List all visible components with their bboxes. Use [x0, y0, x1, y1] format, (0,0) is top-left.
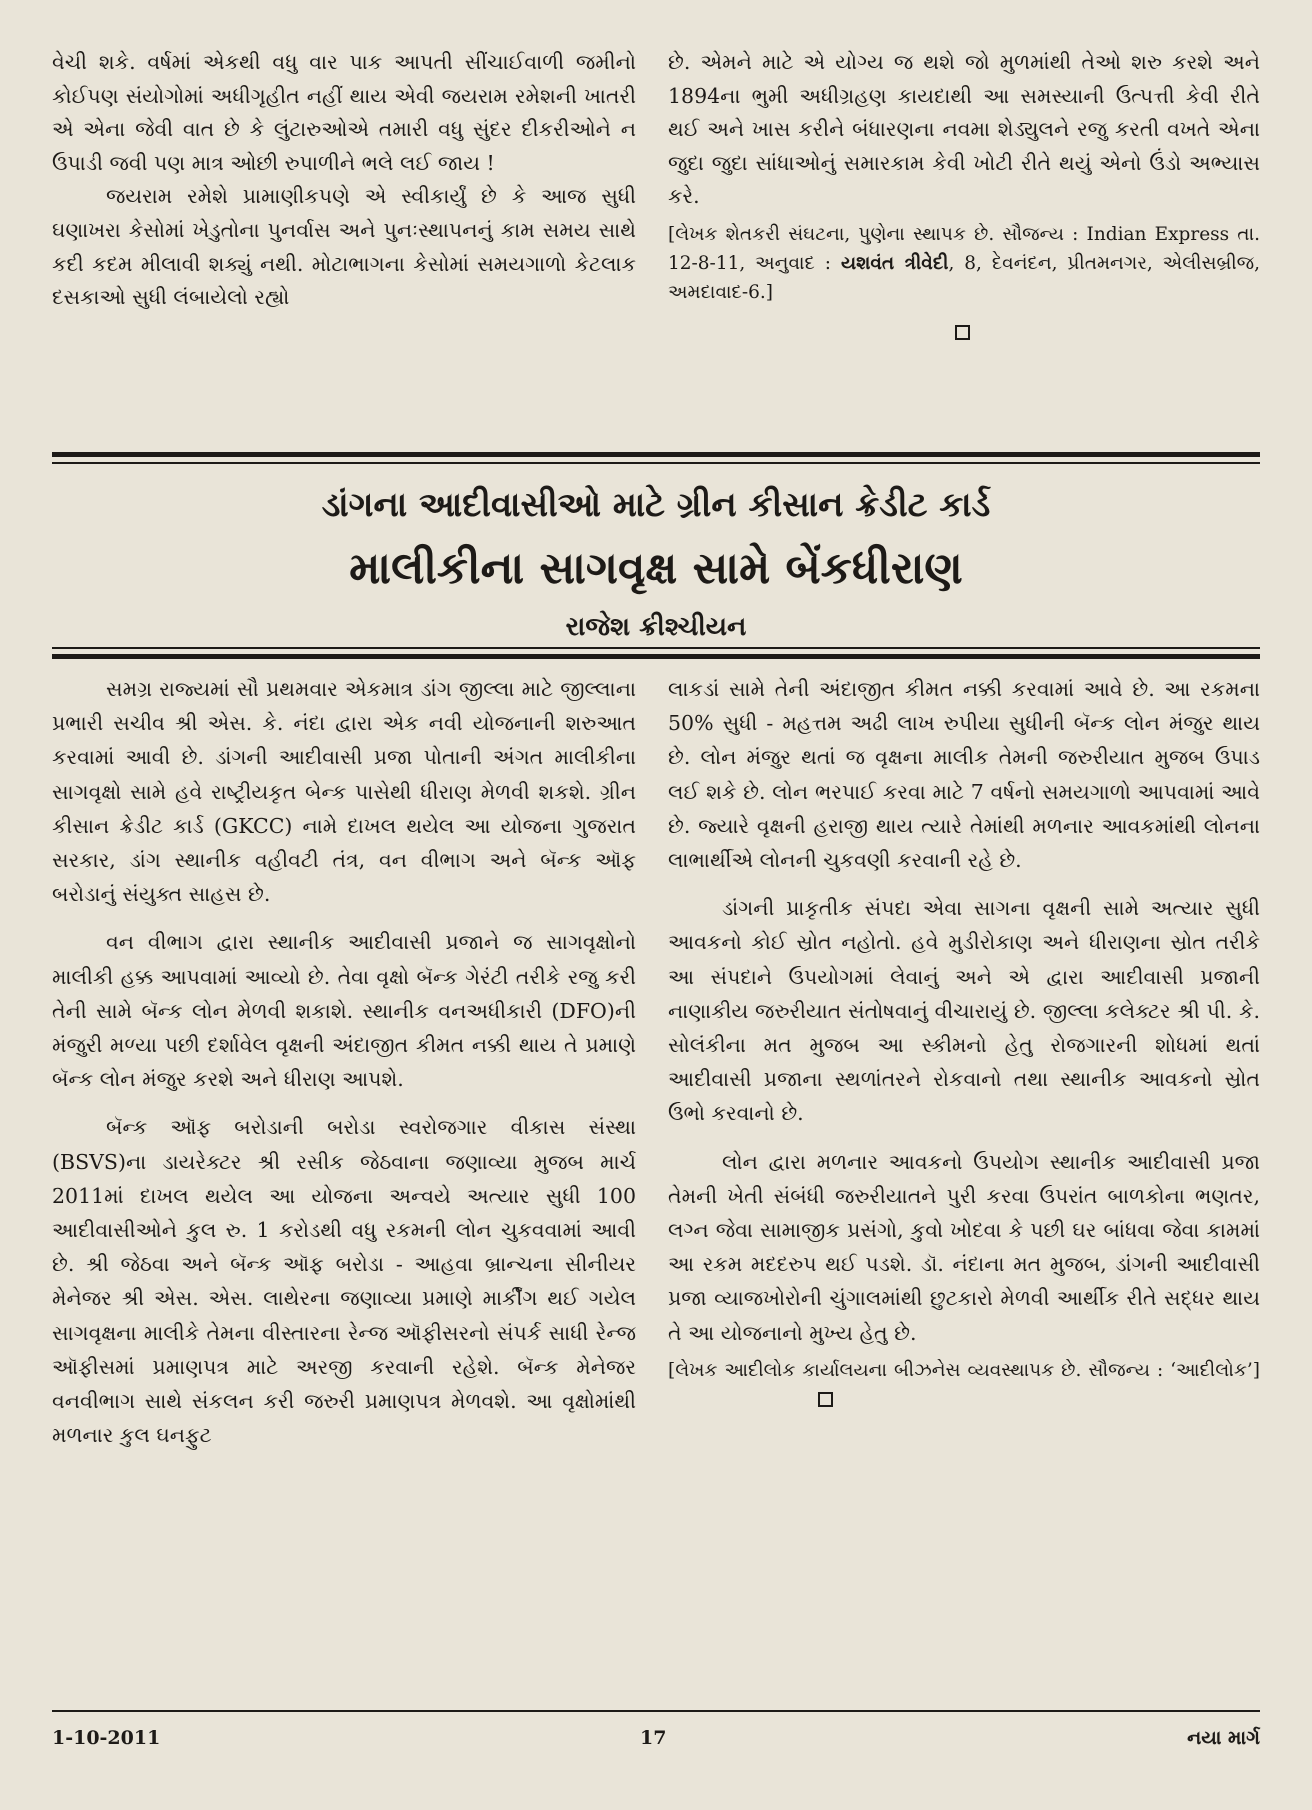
paragraph: છે. એમને માટે એ યોગ્ય જ થશે જો મુળમાંથી તેઓ શરુ કરશે અને 1894ના ભુમી અધીગ્રહણ કાયદાથી આ સમસ્યાની ઉત્પત્તી કેવી રીતે થઈ અને ખાસ કરીને બંધારણના નવમા શેડ્યુલને રજુ કરતી વખતે એના જુદા જુદા સાંધાઓનું સમારકામ કેવી ખોટી રીતે થયું એનો ઉંડો અભ્યાસ કરે. — [668, 50, 1260, 209]
byline: રાજેશ ક્રીશ્ચીયન — [565, 612, 747, 642]
paragraph: વેચી શકે. વર્ષમાં એકથી વધુ વાર પાક આપતી સીંચાઈવાળી જમીનો કોઈપણ સંયોગોમાં અધીગૃહીત નહીં થાય એવી જયરામ રમેશની ખાતરી એ એના જેવી વાત છે કે લુંટારુઓએ તમારી વધુ સુંદર દીકરીઓને ન ઉપાડી જવી પણ માત્ર ઓછી રુપાળીને ભલે લઈ જાય ! — [52, 50, 636, 175]
divider — [52, 647, 1260, 649]
article-right-column — [668, 672, 1260, 1414]
paragraph: જયરામ રમેશે પ્રામાણીકપણે એ સ્વીકાર્યું છે કે આજ સુધી ઘણાખરા કેસોમાં ખેડુતોના પુનર્વાસ અને પુનઃસ્થાપનનું કામ સમય સાથે કદી કદમ મીલાવી શક્યું નથી. મોટાભાગના કેસોમાં સમયગાળો કેટલાક દસકાઓ સુધી લંબાયેલો રહ્યો — [52, 184, 636, 310]
paragraph: સમગ્ર રાજ્યમાં સૌ પ્રથમવાર એકમાત્ર ડાંગ જીલ્લા માટે જીલ્લાના પ્રભારી સચીવ શ્રી એસ. કે. નંદા દ્વારા એક નવી યોજનાની શરુઆત કરવામાં આવી છે. ડાંગની આદીવાસી પ્રજા પોતાની અંગત માલીકીના સાગવૃક્ષો સામે હવે રાષ્ટ્રીયકૃત બેન્ક પાસેથી ધીરાણ મેળવી શકશે. ગ્રીન કીસાન ક્રેડીટ કાર્ડ (GKCC) નામે દાખલ થયેલ આ યોજના ગુજરાત સરકાર, ડાંગ સ્થાનીક વહીવટી તંત્ર, વન વીભાગ અને બૅન્ક ઑફ બરોડાનું સંયુક્ત સાહસ છે. — [52, 677, 636, 907]
paragraph: લોન દ્વારા મળનાર આવકનો ઉપયોગ સ્થાનીક આદીવાસી પ્રજા તેમની ખેતી સંબંધી જરુરીયાતને પુરી કરવા ઉપરાંત બાળકોના ભણતર, લગ્ન જેવા સામાજીક પ્રસંગો, કુવો ખોદવા કે પછી ઘર બાંધવા જેવા કામમાં આ રકમ મદદરુપ થઈ પડશે. ડૉ. નંદાના મત મુજબ, ડાંગની આદીવાસી પ્રજા વ્યાજખોરોની ચુંગાલમાંથી છુટકારો મેળવી આર્થીક રીતે સદ્ધર થાય તે આ યોજનાનો મુખ્ય હેતુ છે. — [668, 1149, 1260, 1345]
publication-name: નયા માર્ગ — [1187, 1727, 1260, 1749]
end-mark-icon — [818, 1392, 833, 1407]
paragraph: ડાંગની પ્રાકૃતીક સંપદા એવા સાગના વૃક્ષની સામે અત્યાર સુધી આવકનો કોઈ સ્રોત નહોતો. હવે મુડીરોકાણ અને ધીરાણના સ્રોત તરીકે આ સંપદાને ઉપયોગમાં લેવાનું અને એ દ્વારા આદીવાસી પ્રજાની નાણાકીય જરુરીયાત સંતોષવાનું વીચારાયું છે. જીલ્લા કલેક્ટર શ્રી પી. કે. સોલંકીના મત મુજબ આ સ્કીમનો હેતુ રોજગારની શોધમાં થતાં આદીવાસી પ્રજાના સ્થળાંતરને રોકવાનો તથા સ્થાનીક આવકનો સ્રોત ઉભો કરવાનો છે. — [668, 896, 1260, 1126]
author-credit — [668, 1356, 1260, 1414]
end-mark-icon — [955, 325, 970, 340]
top-right-column — [668, 46, 1260, 349]
credit-text: [લેખક આદીલોક કાર્યાલયના બીઝનેસ વ્યવસ્થાપક છે. સૌજન્ય : ‘આદીલોક’] — [668, 1359, 1260, 1381]
divider — [52, 452, 1260, 457]
top-left-column — [52, 46, 636, 315]
paragraph: બૅન્ક ઑફ બરોડાની બરોડા સ્વરોજગાર વીકાસ સંસ્થા (BSVS)ના ડાયરેક્ટર શ્રી રસીક જેઠવાના જણાવ્યા મુજબ માર્ચ 2011માં દાખલ થયેલ આ યોજના અન્વયે અત્યાર સુધી 100 આદીવાસીઓને કુલ રુ. 1 કરોડથી વધુ રકમની લોન ચુકવવામાં આવી છે. શ્રી જેઠવા અને બૅન્ક ઑફ બરોડા - આહવા બ્રાન્ચના સીનીયર મેનેજર શ્રી એસ. એસ. લાથેરના જણાવ્યા પ્રમાણે માર્કીંગ થઈ ગયેલ સાગવૃક્ષના માલીકે તેમના વીસ્તારના રેન્જ ઑફીસરનો સંપર્ક સાધી રેન્જ ઑફીસમાં પ્રમાણપત્ર માટે અરજી કરવાની રહેશે. બૅન્ક મેનેજર વનવીભાગ સાથે સંકલન કરી જરુરી પ્રમાણપત્ર મેળવશે. આ વૃક્ષોમાંથી મળનાર કુલ ઘનફુટ — [52, 1115, 636, 1448]
credit-text: [લેખક શેતકરી સંઘટના, પુણેના સ્થાપક છે. સૌજન્ય : Indian Express તા. 12-8-11, અનુવાદ : — [668, 223, 1260, 274]
issue-date: 1-10-2011 — [52, 1727, 161, 1749]
page-number: 17 — [640, 1727, 667, 1749]
footer-divider — [52, 1710, 1260, 1712]
translator-name: યશવંત ત્રીવેદી — [840, 252, 949, 274]
headline-primary: ડાંગના આદીવાસીઓ માટે ગ્રીન કીસાન ક્રેડીટ કાર્ડ — [321, 485, 991, 525]
headline-secondary: માલીકીના સાગવૃક્ષ સામે બેંકધીરાણ — [349, 543, 963, 594]
credit-text: , 8, દેવનંદન, પ્રીતમનગર, એલીસબ્રીજ, અમદાવાદ-6.] — [668, 252, 1260, 303]
divider — [52, 462, 1260, 464]
paragraph: વન વીભાગ દ્વારા સ્થાનીક આદીવાસી પ્રજાને જ સાગવૃક્ષોનો માલીકી હક્ક આપવામાં આવ્યો છે. તેવા વૃક્ષો બૅન્ક ગેરંટી તરીકે રજુ કરી તેની સામે બૅન્ક લોન મેળવી શકાશે. સ્થાનીક વનઅધીકારી (DFO)ની મંજુરી મળ્યા પછી દર્શાવેલ વૃક્ષની અંદાજીત કીમત નક્કી થાય તે પ્રમાણે બૅન્ક લોન મંજુર કરશે અને ધીરાણ આપશે. — [52, 930, 636, 1092]
divider — [52, 654, 1260, 659]
author-credit — [668, 220, 1260, 307]
article-left-column — [52, 672, 636, 1452]
paragraph: લાકડાં સામે તેની અંદાજીત કીમત નક્કી કરવામાં આવે છે. આ રકમના 50% સુધી - મહત્તમ અઢી લાખ રુપીયા સુધીની બૅન્ક લોન મંજુર થાય છે. લોન મંજુર થતાં જ વૃક્ષના માલીક તેમની જરુરીયાત મુજબ ઉપાડ લઈ શકે છે. લોન ભરપાઈ કરવા માટે 7 વર્ષનો સમયગાળો આપવામાં આવે છે. જ્યારે વૃક્ષની હરાજી થાય ત્યારે તેમાંથી મળનાર આવકમાંથી લોનના લાભાર્થીએ લોનની ચુકવણી કરવાની રહે છે. — [668, 677, 1260, 873]
